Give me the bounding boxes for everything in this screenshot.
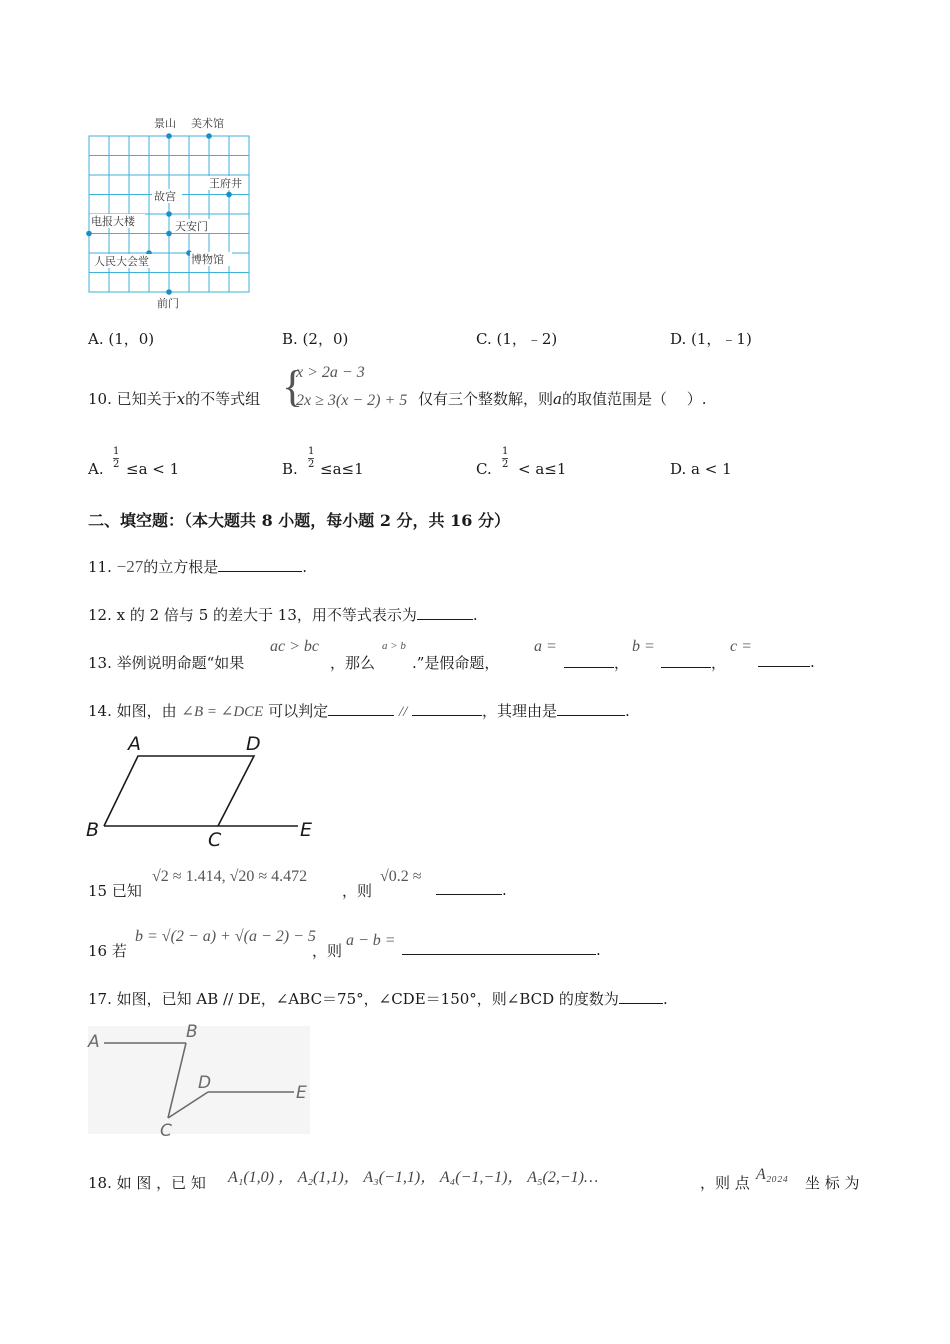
beijing-grid-map <box>82 112 262 312</box>
q14-label-a: A <box>128 733 141 755</box>
q13-c-blank-wrap: . <box>758 652 815 671</box>
q13-a-blank[interactable] <box>564 653 614 668</box>
dianbao-label: 电报大楼 <box>91 215 135 228</box>
q18-text-1: 18. 如 图 ，已 知 <box>88 1174 206 1192</box>
q10-option-c: C. <box>476 460 492 478</box>
q10-option-d: D. a < 1 <box>670 460 732 478</box>
q16-answer-blank[interactable] <box>402 940 596 955</box>
section-2-title: 二、填空题：（本大题共 8 小题，每小题 2 分，共 16 分） <box>88 511 510 530</box>
q14: 14. 如图，由 ∠B = ∠DCE 可以判定 // ，其理由是 . <box>88 702 630 720</box>
q10-option-a-expr: ≤a < 1 <box>126 460 180 478</box>
q13-text-3: .”是假命题， <box>412 654 500 672</box>
q15-blank-wrap: . <box>436 880 507 899</box>
q14-line-2-blank[interactable] <box>412 701 482 716</box>
q14-label-d: D <box>246 733 261 755</box>
q17-label-e: E <box>296 1083 307 1103</box>
q15-answer-blank[interactable] <box>436 880 502 895</box>
q13-b-eq: b = <box>632 638 655 655</box>
q9-option-a: A. (1，0) <box>88 330 155 348</box>
q17-label-b: B <box>186 1022 198 1042</box>
jingshan-label: 景山 <box>154 117 176 130</box>
tiananmen-dot <box>166 231 172 237</box>
meishuguan-dot <box>206 133 212 139</box>
wangfujing-dot <box>226 192 232 198</box>
q13-a-eq: a = <box>534 638 557 655</box>
q10-option-c-frac: 1 2 <box>502 446 509 470</box>
gugong-dot <box>166 211 172 217</box>
q10-option-b-expr: ≤a≤1 <box>320 460 364 478</box>
q10-tail: 仅有三个整数解，则a的取值范围是（ ）. <box>418 390 707 408</box>
q9-option-c: C. (1，﹣2) <box>476 330 558 348</box>
q10-stem: 10. 已知关于x的不等式组 <box>88 390 261 408</box>
q10-system-brace: { <box>282 362 304 411</box>
q17-label-d: D <box>198 1073 212 1093</box>
q13-b-blank-wrap: ， <box>661 652 726 673</box>
q14-label-c: C <box>208 829 222 850</box>
q12-answer-blank[interactable] <box>417 605 473 620</box>
q18-target: A₂₀₂₄ <box>756 1166 789 1183</box>
q13-c-blank[interactable] <box>758 652 810 667</box>
q15-text-2: ，则 <box>342 882 373 900</box>
qianmen-dot <box>166 289 172 295</box>
q12: 12. x 的 2 倍与 5 的差大于 13，用不等式表示为 . <box>88 606 478 624</box>
q13-expr-1: ac > bc <box>270 638 319 655</box>
q13-expr-2: a > b <box>382 640 406 652</box>
q10-option-a: A. <box>88 460 104 478</box>
renda-label: 人民大会堂 <box>94 255 149 268</box>
q13-b-blank[interactable] <box>661 653 711 668</box>
q15-expr-2: √0.2 ≈ <box>380 868 422 885</box>
q14-shape-lines <box>104 756 254 826</box>
wangfujing-label: 王府井 <box>209 177 242 190</box>
q10-option-c-expr: < a≤1 <box>518 460 567 478</box>
jingshan-dot <box>166 133 172 139</box>
gugong-label: 故宫 <box>154 190 176 203</box>
q9-option-d: D. (1，﹣1) <box>670 330 752 348</box>
q16-text-2: ，则 <box>312 942 343 960</box>
q10-ineq-2: 2x ≥ 3(x − 2) + 5 <box>296 392 408 409</box>
q10-option-b-frac: 1 2 <box>308 446 315 470</box>
dianbao-dot <box>86 231 92 237</box>
q13-text-2: ，那么 <box>330 654 376 672</box>
q17-answer-blank[interactable] <box>619 989 663 1004</box>
q15-expr: √2 ≈ 1.414, √20 ≈ 4.472 <box>152 868 308 885</box>
q14-label-e: E <box>300 819 313 841</box>
q16-blank-wrap: . <box>402 940 601 959</box>
q14-reason-blank[interactable] <box>557 701 625 716</box>
q18-text-3: 坐 标 为 <box>805 1174 860 1192</box>
q10-option-a-frac: 1 2 <box>113 446 120 470</box>
q10-option-b: B. <box>282 460 298 478</box>
q17: 17. 如图，已知 AB // DE，∠ABC＝75°，∠CDE＝150°，则∠BCD 的度数为 . <box>88 990 668 1008</box>
q13-c-eq: c = <box>730 638 752 655</box>
q9-option-b: B. (2，0) <box>282 330 349 348</box>
q16-expr: b = √(2 − a) + √(a − 2) − 5 <box>135 928 316 945</box>
q18-text-2: ，则 点 <box>700 1174 750 1192</box>
q14-line-1-blank[interactable] <box>328 701 394 716</box>
meishuguan-label: 美术馆 <box>191 117 224 130</box>
q17-label-c: C <box>160 1121 172 1141</box>
q14-label-b: B <box>86 819 100 841</box>
q13-text-1: 13. 举例说明命题“如果 <box>88 654 245 672</box>
q16-expr-2: a − b = <box>346 932 396 949</box>
q18-points: A₁(1,0) ， A₂(1,1)， A₃(−1,1)， A₄(−1,−1)， A₅(2,−1)… <box>228 1169 599 1186</box>
q11: 11. −27的立方根是 . <box>88 557 308 576</box>
tiananmen-label: 天安门 <box>175 220 208 233</box>
q17-label-a: A <box>88 1032 100 1052</box>
q17-figure <box>82 1018 312 1144</box>
qianmen-label: 前门 <box>157 297 179 310</box>
q16-text-1: 16 若 <box>88 942 127 960</box>
q10-ineq-1: x > 2a − 3 <box>296 364 365 381</box>
q13-a-blank-wrap: ， <box>564 652 629 673</box>
q11-answer-blank[interactable] <box>218 557 302 572</box>
q15-text-1: 15 已知 <box>88 882 142 900</box>
q14-parallelogram-figure <box>82 730 322 850</box>
bowuguan-label: 博物馆 <box>191 253 224 266</box>
